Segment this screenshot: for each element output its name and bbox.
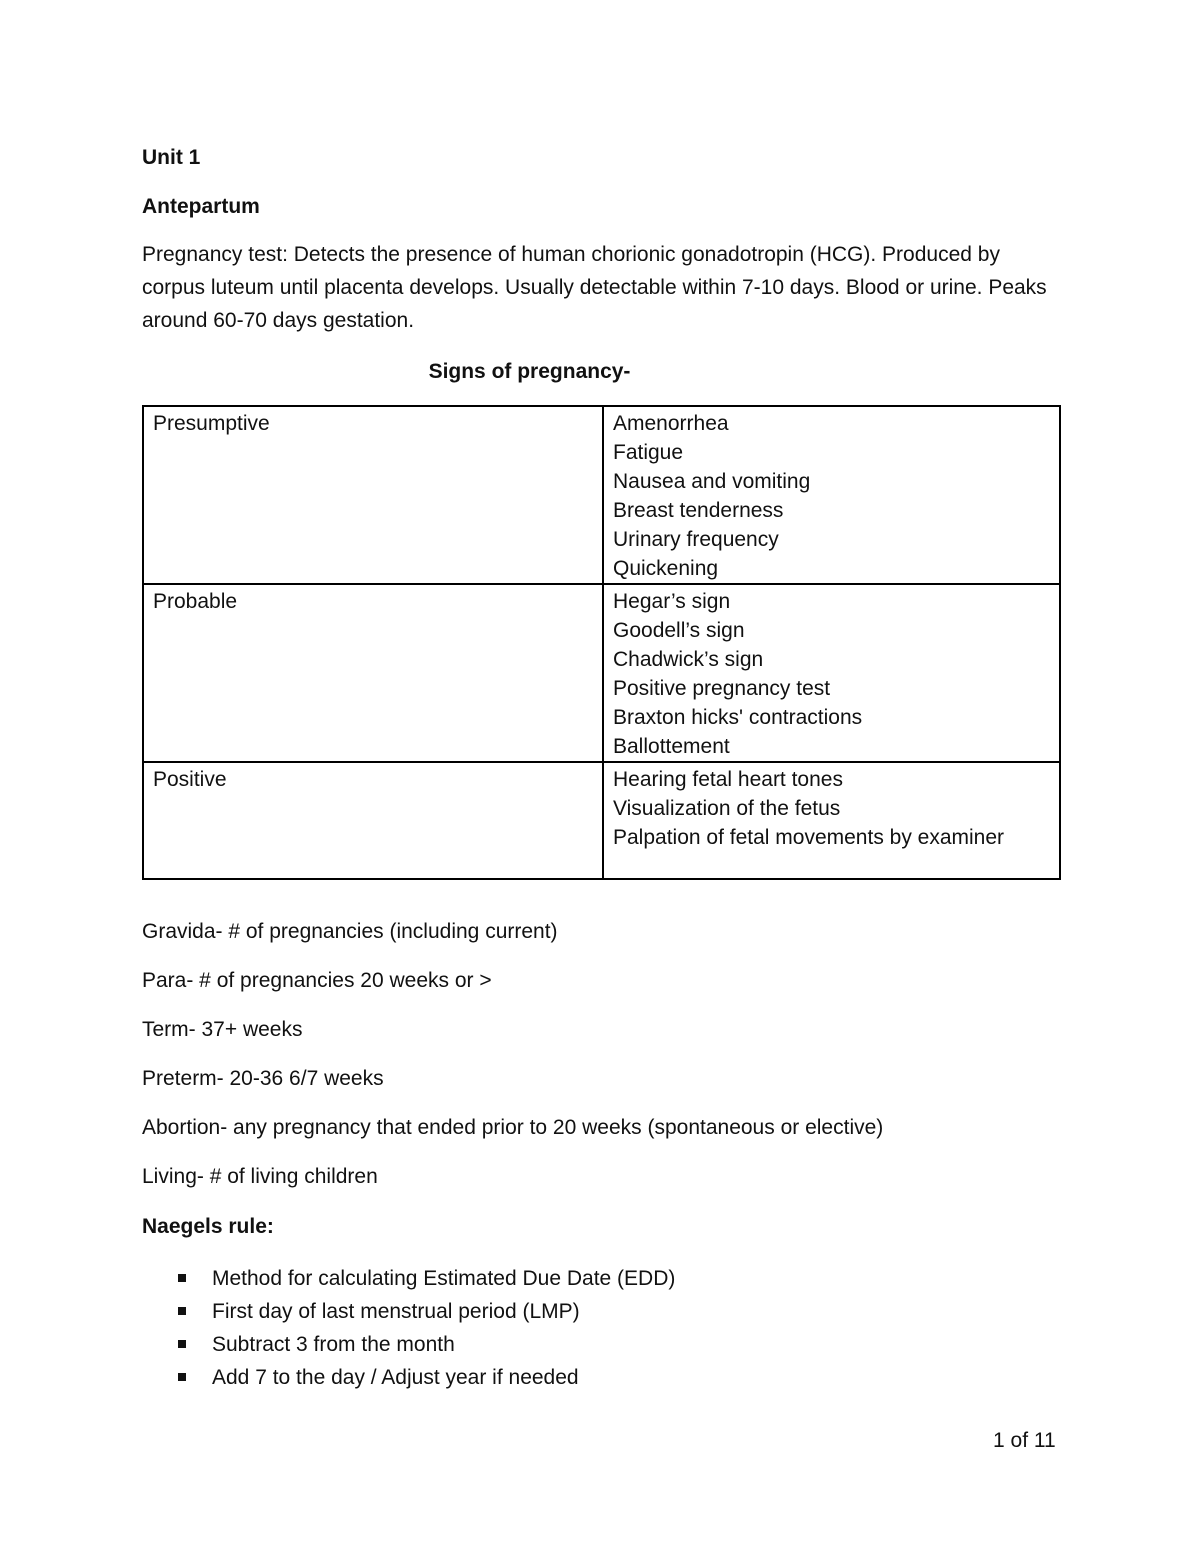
sign-item: Hearing fetal heart tones	[613, 768, 843, 791]
list-item	[142, 1328, 675, 1361]
sign-item: Braxton hicks' contractions	[613, 706, 863, 729]
naegele-list	[142, 1262, 675, 1394]
sign-item: Ballottement	[613, 735, 730, 758]
unit-title: Unit 1	[142, 146, 201, 169]
definition-line: Living- # of living children	[142, 1165, 378, 1188]
definition-line: Gravida- # of pregnancies (including current)	[142, 920, 558, 943]
sign-item: Goodell’s sign	[613, 619, 745, 642]
list-item	[142, 1295, 675, 1328]
sign-item: Positive pregnancy test	[613, 677, 831, 700]
category-cell: Presumptive	[143, 406, 603, 584]
signs-cell	[603, 584, 1060, 762]
sign-item: Breast tenderness	[613, 499, 784, 522]
table-row	[143, 406, 1060, 584]
square-bullet-icon	[178, 1340, 186, 1348]
sign-item: Quickening	[613, 557, 719, 580]
sign-item: Hegar’s sign	[613, 590, 731, 613]
category-cell: Positive	[143, 762, 603, 879]
section-title: Antepartum	[142, 195, 260, 218]
table-caption: Signs of pregnancy-	[428, 360, 631, 383]
list-item	[142, 1361, 675, 1394]
naegele-heading: Naegels rule:	[142, 1215, 274, 1238]
definition-line: Term- 37+ weeks	[142, 1018, 303, 1041]
page-indicator: 1 of 11	[993, 1429, 1056, 1452]
square-bullet-icon	[178, 1307, 186, 1315]
list-item	[142, 1262, 675, 1295]
category-cell: Probable	[143, 584, 603, 762]
sign-item: Palpation of fetal movements by examiner	[613, 826, 1005, 849]
sign-item: Fatigue	[613, 441, 684, 464]
definition-line: Abortion- any pregnancy that ended prior to 20 weeks (spontaneous or elective)	[142, 1116, 884, 1139]
sign-item: Urinary frequency	[613, 528, 779, 551]
list-item-text: First day of last menstrual period (LMP)	[212, 1300, 580, 1323]
list-item-text: Add 7 to the day / Adjust year if needed	[212, 1366, 579, 1389]
definition-line: Preterm- 20-36 6/7 weeks	[142, 1067, 384, 1090]
table-row	[143, 584, 1060, 762]
intro-paragraph: Pregnancy test: Detects the presence of human chorionic gonadotropin (HCG). Produced by corpus luteum until placenta develops. Usually detectable within 7-10 days. Blood or urine. Peaks around 60-70 days gestation.	[142, 243, 1047, 332]
sign-item: Nausea and vomiting	[613, 470, 811, 493]
sign-item: Visualization of the fetus	[613, 797, 841, 820]
signs-cell	[603, 762, 1060, 879]
list-item-text: Method for calculating Estimated Due Date (EDD)	[212, 1267, 676, 1290]
signs-table	[142, 405, 1061, 880]
table-row	[143, 762, 1060, 879]
list-item-text: Subtract 3 from the month	[212, 1333, 455, 1356]
sign-item: Amenorrhea	[613, 412, 729, 435]
sign-item: Chadwick’s sign	[613, 648, 764, 671]
definition-line: Para- # of pregnancies 20 weeks or >	[142, 969, 492, 992]
square-bullet-icon	[178, 1274, 186, 1282]
square-bullet-icon	[178, 1373, 186, 1381]
signs-cell	[603, 406, 1060, 584]
